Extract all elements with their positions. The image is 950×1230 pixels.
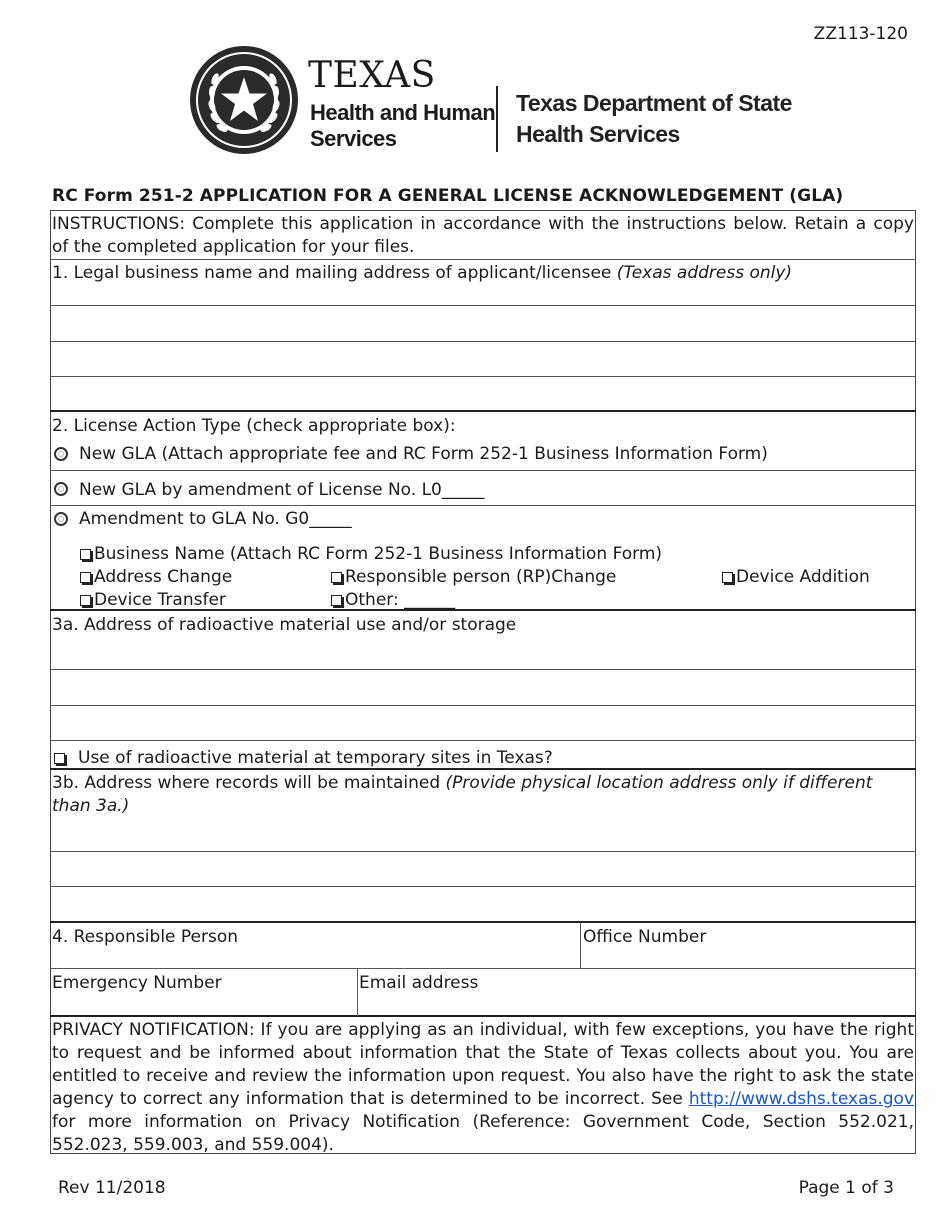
checkbox-device-transfer-label: Device Transfer (94, 590, 226, 610)
email-address-label: Email address (359, 973, 479, 993)
checkbox-temporary-sites[interactable] (54, 747, 553, 769)
checkbox-rp-change[interactable] (331, 566, 616, 588)
responsible-person-field[interactable] (51, 948, 579, 967)
emergency-number-label: Emergency Number (52, 973, 222, 993)
checkbox-box[interactable] (80, 572, 91, 583)
records-address-line3[interactable] (51, 887, 915, 920)
document-id: ZZ113-120 (813, 24, 908, 44)
radio-gla-amendment[interactable] (54, 512, 68, 526)
form-title: RC Form 251-2 APPLICATION FOR A GENERAL LICENSE ACKNOWLEDGEMENT (GLA) (52, 186, 844, 206)
checkbox-box[interactable] (722, 572, 733, 583)
checkbox-business-name[interactable] (80, 543, 662, 565)
radio-new-gla[interactable] (54, 447, 68, 461)
hhs-subtitle (310, 100, 495, 152)
divider (50, 740, 916, 741)
use-address-line3[interactable] (51, 706, 915, 739)
dshs-name-line2: Health Services (516, 121, 680, 147)
section3b-label-text: 3b. Address where records will be maintained (52, 773, 446, 793)
divider (50, 921, 916, 923)
privacy-text-before: PRIVACY NOTIFICATION: If you are applying as an individual, with few exceptions, you have the right to request and be informed about information that the State of Texas collects about you. You are entitled to receive and review the information upon request. You also have the right to ask the state agency to correct any information that is determined to be incorrect. See (52, 1020, 914, 1109)
responsible-person-label: 4. Responsible Person (52, 927, 239, 947)
office-number-label: Office Number (583, 927, 707, 947)
checkbox-device-addition[interactable] (722, 566, 870, 588)
hhs-subtitle-line1: Health and Human (310, 100, 496, 125)
section3b-label (52, 772, 914, 818)
checkbox-rp-change-label: Responsible person (RP)Change (345, 567, 617, 587)
checkbox-other[interactable] (331, 589, 455, 611)
dshs-name (516, 88, 792, 150)
temporary-sites-label: Use of radioactive material at temporary sites in Texas? (78, 748, 553, 768)
option-new-gla: New GLA (Attach appropriate fee and RC Form 252-1 Business Information Form) (79, 444, 768, 464)
page-number: Page 1 of 3 (798, 1178, 894, 1198)
divider (50, 410, 916, 412)
divider (50, 505, 916, 506)
dshs-name-line1: Texas Department of State (516, 90, 792, 116)
radio-new-gla-amendment[interactable] (54, 482, 68, 496)
section1-label-text: 1. Legal business name and mailing address of applicant/licensee (52, 263, 617, 283)
divider (50, 1015, 916, 1017)
hhs-title: TEXAS (308, 55, 436, 96)
checkbox-business-name-label: Business Name (Attach RC Form 252-1 Business Information Form) (94, 544, 663, 564)
section3b-note: (Provide physical location address only if different than 3a.) (52, 773, 873, 816)
instructions: INSTRUCTIONS: Complete this application in accordance with the instructions below. Retain a copy of the completed application for your files. (52, 214, 914, 257)
hhs-subtitle-line2: Services (310, 126, 397, 151)
checkbox-address-change[interactable] (80, 566, 232, 588)
email-address-field[interactable] (358, 994, 915, 1014)
emergency-number-field[interactable] (51, 994, 356, 1014)
use-address-line2[interactable] (51, 670, 915, 704)
section3a-label: 3a. Address of radioactive material use and/or storage (52, 615, 517, 635)
checkbox-box[interactable] (54, 753, 65, 764)
records-address-line1[interactable] (51, 818, 915, 850)
checkbox-box[interactable] (331, 595, 342, 606)
business-name-field[interactable] (51, 280, 915, 305)
section1-note: (Texas address only) (616, 263, 793, 283)
checkbox-box[interactable] (331, 572, 342, 583)
checkbox-other-label: Other: ______ (345, 590, 456, 610)
texas-seal-logo (188, 44, 300, 156)
mailing-address-line2[interactable] (51, 342, 915, 375)
checkbox-device-addition-label: Device Addition (736, 567, 870, 587)
checkbox-address-change-label: Address Change (94, 567, 233, 587)
option-new-gla-amendment: New GLA by amendment of License No. L0_____ (79, 480, 485, 500)
section2-label: 2. License Action Type (check appropriate box): (52, 416, 456, 436)
divider (50, 259, 916, 260)
option-gla-amendment: Amendment to GLA No. G0_____ (79, 509, 352, 529)
privacy-text-after: for more information on Privacy Notification (Reference: Government Code, Section 552.021, 552.023, 559.003, and 559.004). (52, 1112, 914, 1155)
checkbox-device-transfer[interactable] (80, 589, 226, 611)
divider (50, 968, 916, 969)
divider (580, 922, 581, 969)
mailing-address-line1[interactable] (51, 306, 915, 340)
records-address-line2[interactable] (51, 852, 915, 885)
header-divider (496, 86, 498, 152)
divider (50, 470, 916, 471)
office-number-field[interactable] (582, 948, 915, 967)
dshs-website-link[interactable]: http://www.dshs.texas.gov (688, 1089, 914, 1109)
use-address-line1[interactable] (51, 636, 915, 668)
checkbox-box[interactable] (80, 549, 91, 560)
mailing-address-line3[interactable] (51, 377, 915, 409)
revision-date: Rev 11/2018 (58, 1178, 166, 1198)
privacy-notification (52, 1019, 914, 1157)
checkbox-box[interactable] (80, 595, 91, 606)
